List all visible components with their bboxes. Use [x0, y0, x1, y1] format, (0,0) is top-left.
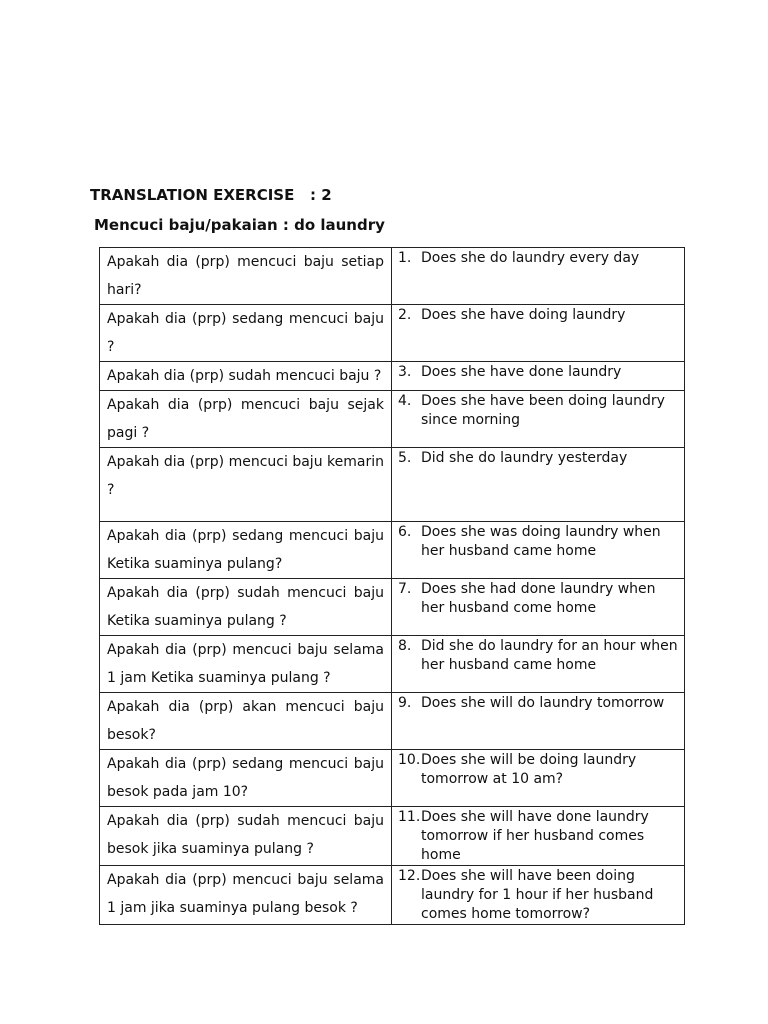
indonesian-cell	[100, 866, 392, 925]
item-number: 6.	[398, 524, 412, 540]
indonesian-sentence: Apakah dia (prp) mencuci baju kemarin ?	[107, 454, 384, 498]
document-subtitle: Mencuci baju/pakaian : do laundry	[94, 216, 385, 234]
item-number: 3.	[398, 364, 412, 380]
indonesian-cell	[100, 305, 392, 362]
english-cell	[392, 866, 685, 925]
indonesian-sentence: Apakah dia (prp) mencuci baju selama 1 jam Ketika suaminya pulang ?	[107, 642, 384, 686]
translation-table	[99, 247, 685, 925]
item-number: 1.	[398, 250, 412, 266]
english-cell	[392, 579, 685, 636]
english-sentence: Does she was doing laundry when her husband came home	[421, 524, 661, 559]
indonesian-sentence: Apakah dia (prp) sudah mencuci baju Ketika suaminya pulang ?	[107, 585, 384, 629]
english-cell	[392, 305, 685, 362]
indonesian-sentence: Apakah dia (prp) mencuci baju sejak pagi ?	[107, 397, 384, 441]
english-cell	[392, 750, 685, 807]
english-sentence: Did she do laundry yesterday	[421, 450, 628, 466]
indonesian-sentence: Apakah dia (prp) sudah mencuci baju ?	[107, 368, 382, 384]
english-sentence: Does she do laundry every day	[421, 250, 640, 266]
english-cell	[392, 807, 685, 866]
indonesian-sentence: Apakah dia (prp) sudah mencuci baju besok jika suaminya pulang ?	[107, 813, 384, 857]
table-row	[100, 448, 685, 522]
indonesian-cell	[100, 391, 392, 448]
english-sentence: Does she will be doing laundry tomorrow at 10 am?	[421, 752, 637, 787]
item-number: 12.	[398, 868, 421, 884]
indonesian-cell	[100, 693, 392, 750]
indonesian-cell	[100, 362, 392, 391]
table-row	[100, 305, 685, 362]
item-number: 10.	[398, 752, 421, 768]
indonesian-cell	[100, 579, 392, 636]
indonesian-cell	[100, 750, 392, 807]
table-row	[100, 362, 685, 391]
document-title: TRANSLATION EXERCISE : 2	[90, 186, 332, 204]
item-number: 2.	[398, 307, 412, 323]
item-number: 5.	[398, 450, 412, 466]
english-sentence: Does she will have been doing laundry for 1 hour if her husband comes home tomorrow?	[421, 868, 654, 922]
english-sentence: Does she will have done laundry tomorrow if her husband comes home	[421, 809, 649, 863]
indonesian-cell	[100, 807, 392, 866]
english-cell	[392, 693, 685, 750]
indonesian-sentence: Apakah dia (prp) sedang mencuci baju Ketika suaminya pulang?	[107, 528, 384, 572]
table-row	[100, 636, 685, 693]
indonesian-sentence: Apakah dia (prp) mencuci baju setiap hari?	[107, 254, 384, 298]
table-row	[100, 248, 685, 305]
item-number: 11.	[398, 809, 421, 825]
table-row	[100, 391, 685, 448]
item-number: 7.	[398, 581, 412, 597]
english-sentence: Does she have done laundry	[421, 364, 622, 380]
table-row	[100, 693, 685, 750]
indonesian-sentence: Apakah dia (prp) sedang mencuci baju besok pada jam 10?	[107, 756, 384, 800]
english-sentence: Does she have been doing laundry since morning	[421, 393, 665, 428]
indonesian-sentence: Apakah dia (prp) sedang mencuci baju ?	[107, 311, 384, 355]
item-number: 8.	[398, 638, 412, 654]
indonesian-sentence: Apakah dia (prp) akan mencuci baju besok?	[107, 699, 384, 743]
item-number: 9.	[398, 695, 412, 711]
english-sentence: Does she had done laundry when her husband come home	[421, 581, 656, 616]
english-sentence: Did she do laundry for an hour when her husband came home	[421, 638, 678, 673]
indonesian-cell	[100, 448, 392, 522]
indonesian-cell	[100, 636, 392, 693]
english-cell	[392, 448, 685, 522]
indonesian-cell	[100, 522, 392, 579]
item-number: 4.	[398, 393, 412, 409]
english-cell	[392, 636, 685, 693]
english-sentence: Does she will do laundry tomorrow	[421, 695, 665, 711]
english-cell	[392, 248, 685, 305]
indonesian-sentence: Apakah dia (prp) mencuci baju selama 1 jam jika suaminya pulang besok ?	[107, 872, 384, 916]
table-row	[100, 579, 685, 636]
english-sentence: Does she have doing laundry	[421, 307, 626, 323]
table-row	[100, 807, 685, 866]
indonesian-cell	[100, 248, 392, 305]
table-row	[100, 866, 685, 925]
english-cell	[392, 391, 685, 448]
english-cell	[392, 362, 685, 391]
table-row	[100, 522, 685, 579]
english-cell	[392, 522, 685, 579]
table-row	[100, 750, 685, 807]
